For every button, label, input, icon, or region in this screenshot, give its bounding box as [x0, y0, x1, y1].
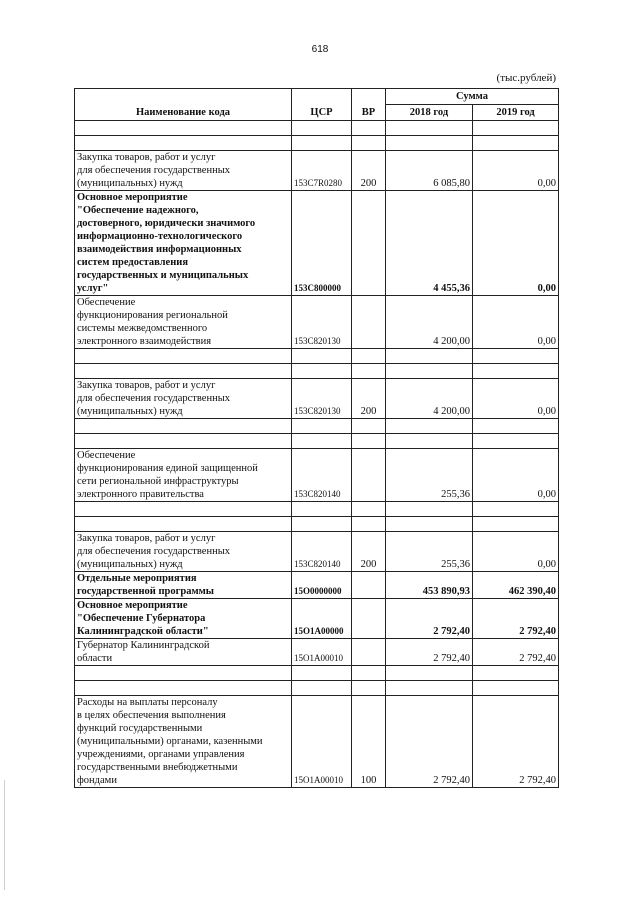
- sum-2018-cell: 6 085,80: [386, 151, 473, 191]
- spacer-cell: [352, 434, 386, 449]
- vr-cell: 200: [352, 151, 386, 191]
- table-body: [75, 121, 559, 788]
- spacer-cell: [473, 502, 559, 517]
- sum-2018-cell: 255,36: [386, 449, 473, 502]
- vr-cell: [352, 296, 386, 349]
- spacer-cell: [292, 502, 352, 517]
- spacer-row: [75, 517, 559, 532]
- spacer-cell: [292, 349, 352, 364]
- spacer-cell: [75, 349, 292, 364]
- spacer-cell: [292, 136, 352, 151]
- sum-2019-cell: 0,00: [473, 191, 559, 296]
- header-year-2019: 2019 год: [473, 105, 559, 121]
- spacer-cell: [386, 121, 473, 136]
- spacer-cell: [386, 666, 473, 681]
- vr-cell: [352, 572, 386, 599]
- table-row: [75, 639, 559, 666]
- spacer-cell: [386, 364, 473, 379]
- name-cell: Основное мероприятие "Обеспечение Губернатора Калининградской области": [75, 599, 292, 639]
- spacer-cell: [75, 364, 292, 379]
- name-cell: Губернатор Калининградской области: [75, 639, 292, 666]
- spacer-cell: [292, 666, 352, 681]
- spacer-cell: [386, 434, 473, 449]
- spacer-row: [75, 136, 559, 151]
- sum-2019-cell: 2 792,40: [473, 639, 559, 666]
- vr-cell: 200: [352, 379, 386, 419]
- name-cell: Закупка товаров, работ и услуг для обеспечения государственных (муниципальных) нужд: [75, 151, 292, 191]
- csr-cell: 153C820130: [292, 296, 352, 349]
- name-cell: Расходы на выплаты персоналу в целях обеспечения выполнения функций государственными (муниципальными) органами, казенными учреждениями, органами управления государственными внебюджетными фондами: [75, 696, 292, 788]
- header-sum: Сумма: [386, 89, 559, 105]
- spacer-cell: [352, 349, 386, 364]
- spacer-cell: [473, 364, 559, 379]
- spacer-row: [75, 121, 559, 136]
- spacer-cell: [292, 121, 352, 136]
- csr-cell: 153C7R0280: [292, 151, 352, 191]
- spacer-cell: [473, 517, 559, 532]
- spacer-cell: [75, 419, 292, 434]
- name-cell: Закупка товаров, работ и услуг для обеспечения государственных (муниципальных) нужд: [75, 379, 292, 419]
- spacer-cell: [386, 349, 473, 364]
- name-cell: Закупка товаров, работ и услуг для обеспечения государственных (муниципальных) нужд: [75, 532, 292, 572]
- sum-2019-cell: 0,00: [473, 296, 559, 349]
- spacer-cell: [386, 419, 473, 434]
- spacer-cell: [386, 681, 473, 696]
- sum-2019-cell: 0,00: [473, 532, 559, 572]
- budget-table: [74, 88, 559, 788]
- name-cell: Обеспечение функционирования региональной системы межведомственного электронного взаимодействия: [75, 296, 292, 349]
- table-row: [75, 191, 559, 296]
- csr-cell: 15O0000000: [292, 572, 352, 599]
- spacer-cell: [352, 502, 386, 517]
- table-row: [75, 532, 559, 572]
- table-row: [75, 296, 559, 349]
- table-row: [75, 379, 559, 419]
- name-cell: Обеспечение функционирования единой защищенной сети региональной инфраструктуры электронного правительства: [75, 449, 292, 502]
- spacer-cell: [473, 136, 559, 151]
- sum-2018-cell: 2 792,40: [386, 696, 473, 788]
- spacer-cell: [473, 349, 559, 364]
- spacer-cell: [75, 121, 292, 136]
- spacer-cell: [473, 666, 559, 681]
- table-row: [75, 449, 559, 502]
- spacer-cell: [292, 434, 352, 449]
- table-row: [75, 696, 559, 788]
- spacer-cell: [292, 517, 352, 532]
- spacer-cell: [473, 681, 559, 696]
- vr-cell: 200: [352, 532, 386, 572]
- page-number: 618: [311, 44, 329, 55]
- spacer-cell: [352, 136, 386, 151]
- csr-cell: 15O1A00010: [292, 639, 352, 666]
- sum-2018-cell: 453 890,93: [386, 572, 473, 599]
- header-name: Наименование кода: [75, 89, 292, 121]
- sum-2018-cell: 4 200,00: [386, 379, 473, 419]
- spacer-row: [75, 681, 559, 696]
- spacer-cell: [386, 517, 473, 532]
- vr-cell: [352, 449, 386, 502]
- spacer-cell: [352, 666, 386, 681]
- vr-cell: [352, 639, 386, 666]
- name-cell: Отдельные мероприятия государственной программы: [75, 572, 292, 599]
- sum-2018-cell: 2 792,40: [386, 639, 473, 666]
- sum-2019-cell: 0,00: [473, 379, 559, 419]
- name-cell: Основное мероприятие "Обеспечение надежного, достоверного, юридически значимого информационно-технологического взаимодействия информационных систем предоставления государственных и муниципальных услуг": [75, 191, 292, 296]
- spacer-cell: [352, 364, 386, 379]
- spacer-cell: [352, 681, 386, 696]
- spacer-cell: [75, 136, 292, 151]
- sum-2018-cell: 4 200,00: [386, 296, 473, 349]
- table-row: [75, 151, 559, 191]
- table-row: [75, 599, 559, 639]
- spacer-cell: [473, 121, 559, 136]
- spacer-cell: [473, 419, 559, 434]
- csr-cell: 153C820130: [292, 379, 352, 419]
- vr-cell: 100: [352, 696, 386, 788]
- spacer-cell: [292, 681, 352, 696]
- table-row: [75, 572, 559, 599]
- spacer-cell: [292, 419, 352, 434]
- sum-2018-cell: 255,36: [386, 532, 473, 572]
- spacer-cell: [75, 681, 292, 696]
- csr-cell: 153C820140: [292, 532, 352, 572]
- spacer-cell: [386, 136, 473, 151]
- sum-2019-cell: 462 390,40: [473, 572, 559, 599]
- sum-2019-cell: 2 792,40: [473, 696, 559, 788]
- spacer-row: [75, 502, 559, 517]
- sum-2018-cell: 4 455,36: [386, 191, 473, 296]
- spacer-cell: [75, 517, 292, 532]
- csr-cell: 153C800000: [292, 191, 352, 296]
- spacer-cell: [292, 364, 352, 379]
- spacer-cell: [473, 434, 559, 449]
- spacer-cell: [75, 666, 292, 681]
- scan-artifact: [4, 780, 5, 890]
- csr-cell: 153C820140: [292, 449, 352, 502]
- spacer-row: [75, 434, 559, 449]
- spacer-row: [75, 419, 559, 434]
- csr-cell: 15O1A00000: [292, 599, 352, 639]
- header-row: [75, 89, 559, 105]
- spacer-row: [75, 349, 559, 364]
- header-year-2018: 2018 год: [386, 105, 473, 121]
- spacer-cell: [352, 419, 386, 434]
- spacer-cell: [75, 434, 292, 449]
- header-vr: ВР: [352, 89, 386, 121]
- spacer-row: [75, 364, 559, 379]
- spacer-cell: [75, 502, 292, 517]
- header-csr: ЦСР: [292, 89, 352, 121]
- vr-cell: [352, 191, 386, 296]
- vr-cell: [352, 599, 386, 639]
- spacer-cell: [352, 517, 386, 532]
- sum-2018-cell: 2 792,40: [386, 599, 473, 639]
- spacer-row: [75, 666, 559, 681]
- sum-2019-cell: 0,00: [473, 449, 559, 502]
- sum-2019-cell: 0,00: [473, 151, 559, 191]
- csr-cell: 15O1A00010: [292, 696, 352, 788]
- spacer-cell: [386, 502, 473, 517]
- spacer-cell: [352, 121, 386, 136]
- units-label: (тыс.рублей): [496, 72, 556, 84]
- sum-2019-cell: 2 792,40: [473, 599, 559, 639]
